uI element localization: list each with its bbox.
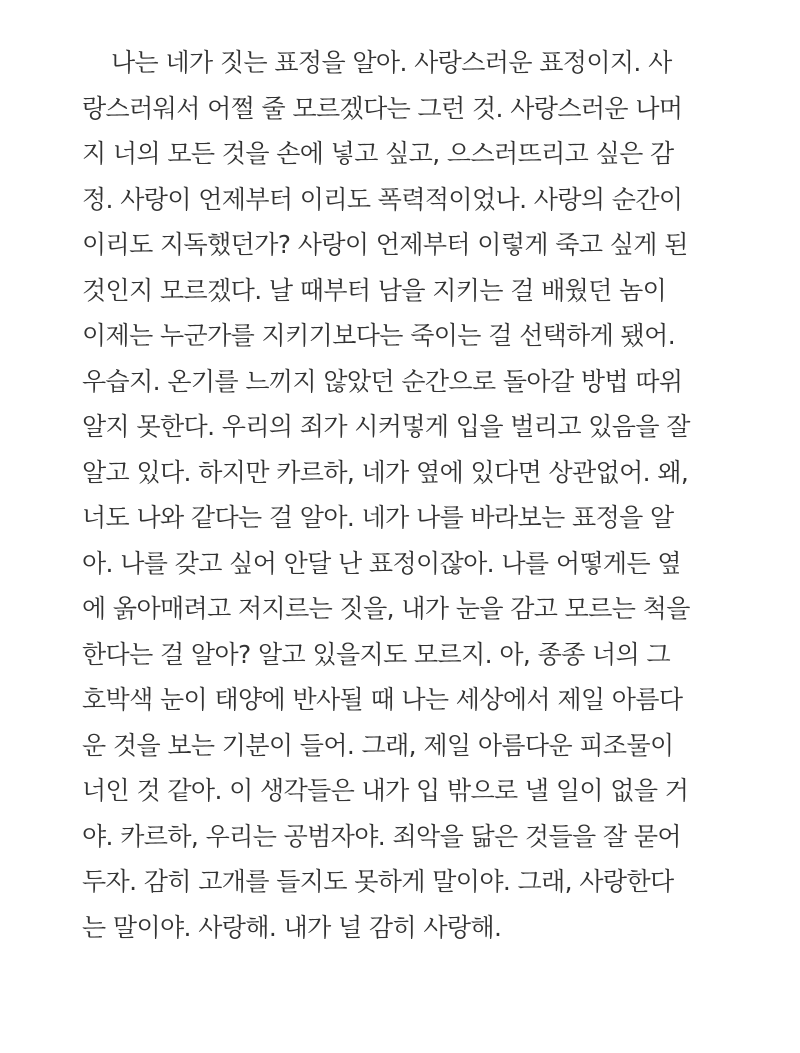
text-line: 나는 네가 짓는 표정을 알아. 사랑스러운 표정이지. 사 (111, 48, 672, 77)
text-line: 아. 나를 갖고 싶어 안달 난 표정이잖아. 나를 어떻게든 옆 (82, 548, 681, 578)
text-line: 운 것을 보는 기분이 들어. 그래, 제일 아름다운 피조물이 (82, 730, 674, 760)
text-line: 알고 있다. 하지만 카르하, 네가 옆에 있다면 상관없어. 왜, (82, 457, 689, 487)
text-line: 호박색 눈이 태양에 반사될 때 나는 세상에서 제일 아름다 (82, 685, 683, 714)
text-line: 정. 사랑이 언제부터 이리도 폭력적이었나. 사랑의 순간이 (82, 184, 683, 214)
text-line: 우습지. 온기를 느끼지 않았던 순간으로 돌아갈 방법 따위 (82, 366, 683, 396)
text-line: 너인 것 같아. 이 생각들은 내가 입 밖으로 낼 일이 없을 거 (82, 776, 689, 805)
text-line: 랑스러워서 어쩔 줄 모르겠다는 그런 것. 사랑스러운 나머 (82, 93, 683, 123)
text-line: 것인지 모르겠다. 날 때부터 남을 지키는 걸 배웠던 놈이 (82, 275, 667, 305)
text-line: 지 너의 모든 것을 손에 넣고 싶고, 으스러뜨리고 싶은 감 (82, 139, 674, 168)
text-line: 알지 못한다. 우리의 죄가 시커멓게 입을 벌리고 있음을 잘 (82, 412, 690, 441)
text-line: 이리도 지독했던가? 사랑이 언제부터 이렇게 죽고 싶게 된 (82, 230, 688, 259)
text-line: 는 말이야. 사랑해. 내가 널 감히 사랑해. (82, 912, 502, 942)
text-line: 야. 카르하, 우리는 공범자야. 죄악을 닮은 것들을 잘 묻어 (82, 821, 681, 851)
text-line: 너도 나와 같다는 걸 알아. 네가 나를 바라보는 표정을 알 (82, 503, 674, 532)
text-line: 이제는 누군가를 지키기보다는 죽이는 걸 선택하게 됐어. (82, 321, 676, 350)
text-paragraph (82, 40, 722, 950)
text-line: 두자. 감히 고개를 들지도 못하게 말이야. 그래, 사랑한다 (82, 867, 674, 896)
text-line: 에 옭아매려고 저지르는 짓을, 내가 눈을 감고 모르는 척을 (82, 594, 690, 623)
text-line: 한다는 걸 알아? 알고 있을지도 모르지. 아, 종종 너의 그 (82, 639, 671, 669)
